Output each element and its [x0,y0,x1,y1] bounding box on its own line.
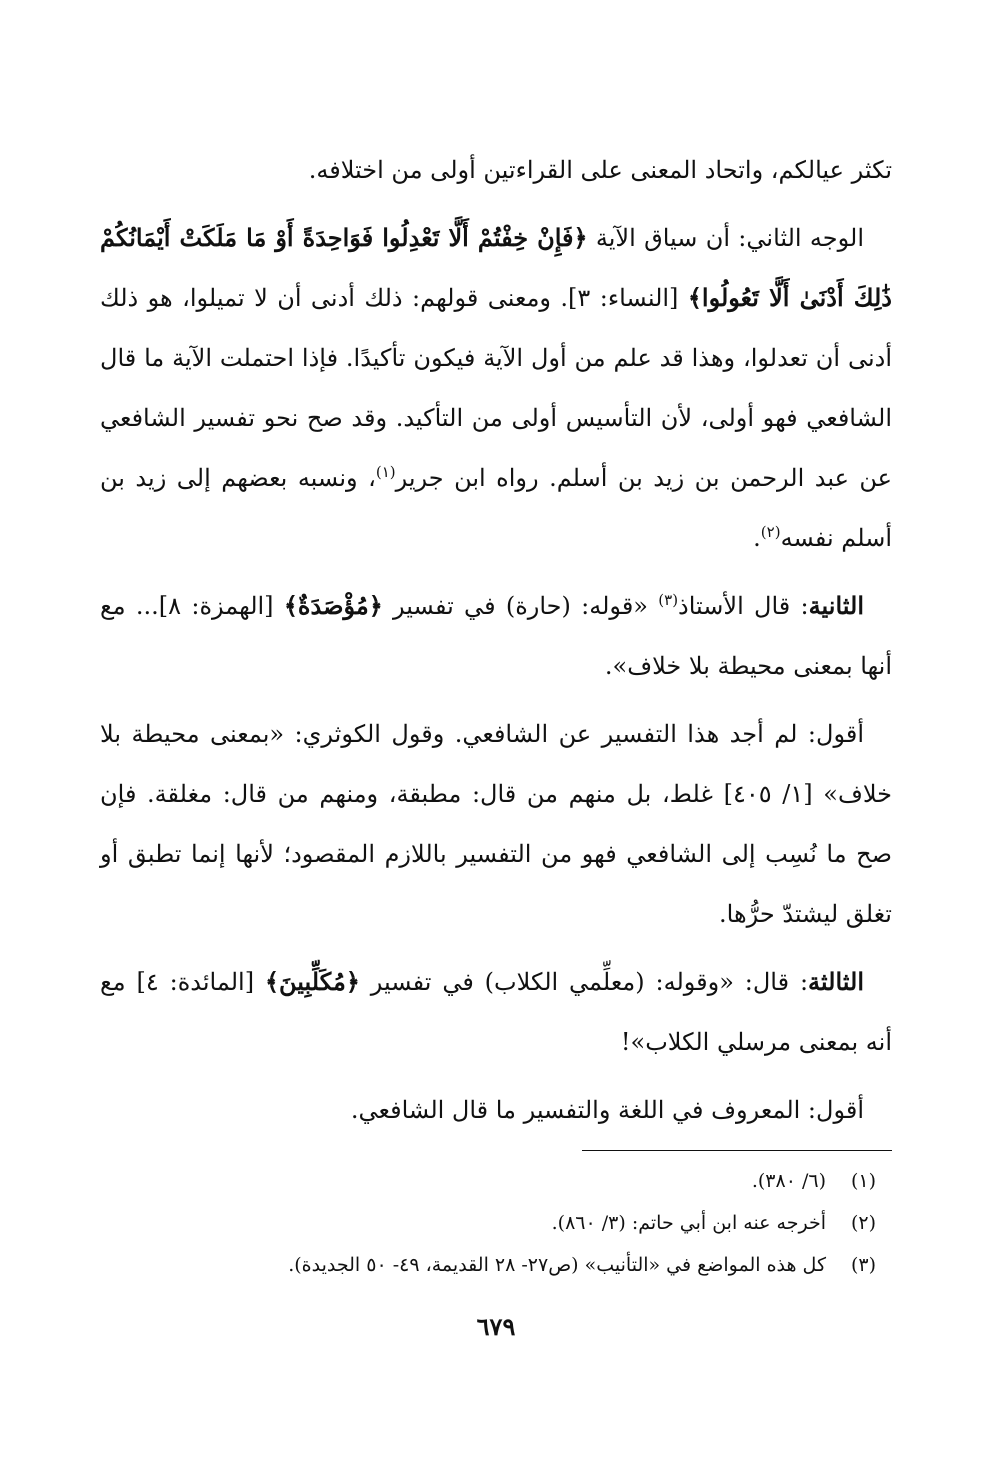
footnote-2-number: (٢) [850,1212,876,1234]
paragraph-3-text-a: : قال الأستاذ [678,592,809,620]
paragraph-2-text-c: ، ونسبه بعضهم إلى زيد بن أسلم نفسه [100,464,892,552]
paragraph-2-text-d: . [753,524,761,552]
page-body [100,140,892,1148]
page-number: ٦٧٩ [476,1312,516,1341]
footnotes [100,1160,876,1286]
paragraph-3-text-b: «قوله: (حارة) في تفسير [382,592,659,620]
footnote-3-text: كل هذه المواضع في «التأنيب» (ص٢٧- ٢٨ القديمة، ٤٩- ٥٠ الجديدة). [288,1254,826,1276]
footnote-ref-1: (١) [375,463,396,481]
paragraph-2-text-b: [النساء: ٣]. ومعنى قولهم: ذلك أدنى أن لا تميلوا، هو ذلك أدنى أن تعدلوا، وهذا قد علم من أول الآية فيكون تأكيدًا. فإذا احتملت الآية ما قال الشافعي فهو أولى، لأن التأسيس أولى من التأكيد. وقد صح نحو تفسير الشافعي عن عبد الرحمن بن زيد بن أسلم. رواه ابن جرير [100,284,892,492]
paragraph-4-text: أقول: لم أجد هذا التفسير عن الشافعي. وقول الكوثري: «بمعنى محيطة بلا خلاف» [١/ ٤٠٥] غلط، بل منهم من قال: مطبقة، ومنهم من قال: مغلقة. فإن صح ما نُسِب إلى الشافعي فهو من التفسير باللازم المقصود؛ لأنها إنما تطبق أو تغلق ليشتدّ حرُّها. [100,720,893,928]
quran-verse-maida: ﴿مُكَلِّبِينَ﴾ [264,967,360,996]
paragraph-3 [100,576,892,696]
paragraph-5 [100,952,892,1072]
paragraph-3-text-c: [الهمزة: ٨]... مع أنها بمعنى محيطة بلا خلاف». [100,592,892,680]
paragraph-6 [100,1080,892,1140]
paragraph-5-text-b: [المائدة: ٤] مع أنه بمعنى مرسلي الكلاب»! [100,968,892,1056]
paragraph-1 [100,140,892,200]
paragraph-2-text-a: الوجه الثاني: أن سياق الآية [587,224,864,252]
paragraph-6-text: أقول: المعروف في اللغة والتفسير ما قال الشافعي. [350,1096,864,1124]
quran-verse-nisa: ﴿فَإِنْ خِفْتُمْ أَلَّا تَعْدِلُوا فَوَاحِدَةً أَوْ مَا مَلَكَتْ أَيْمَانُكُمْ ذَٰلِكَ أَدْنَىٰ أَلَّا تَعُولُوا﴾ [100,223,892,312]
footnote-1-text: (٦/ ٣٨٠). [751,1170,826,1192]
paragraph-5-text-a: : قال: «وقوله: (معلِّمي الكلاب) في تفسير [359,968,809,996]
footnote-ref-3: (٣) [658,591,679,609]
footnote-2 [100,1202,876,1244]
footnote-ref-2: (٢) [760,523,781,541]
footnote-divider [582,1150,892,1151]
footnote-1-number: (١) [850,1170,876,1192]
footnote-2-text: أخرجه عنه ابن أبي حاتم: (٣/ ٨٦٠). [551,1212,826,1234]
footnote-1 [100,1160,876,1202]
section-label-second: الثانية [808,591,864,620]
quran-verse-humaza: ﴿مُؤْصَدَةٌ﴾ [283,591,383,620]
paragraph-1-text: تكثر عيالكم، واتحاد المعنى على القراءتين أولى من اختلافه. [308,156,892,184]
footnote-3-number: (٣) [850,1254,876,1276]
paragraph-4 [100,704,892,944]
section-label-third: الثالثة [808,967,865,996]
paragraph-2 [100,208,892,568]
footnote-3 [100,1244,876,1286]
